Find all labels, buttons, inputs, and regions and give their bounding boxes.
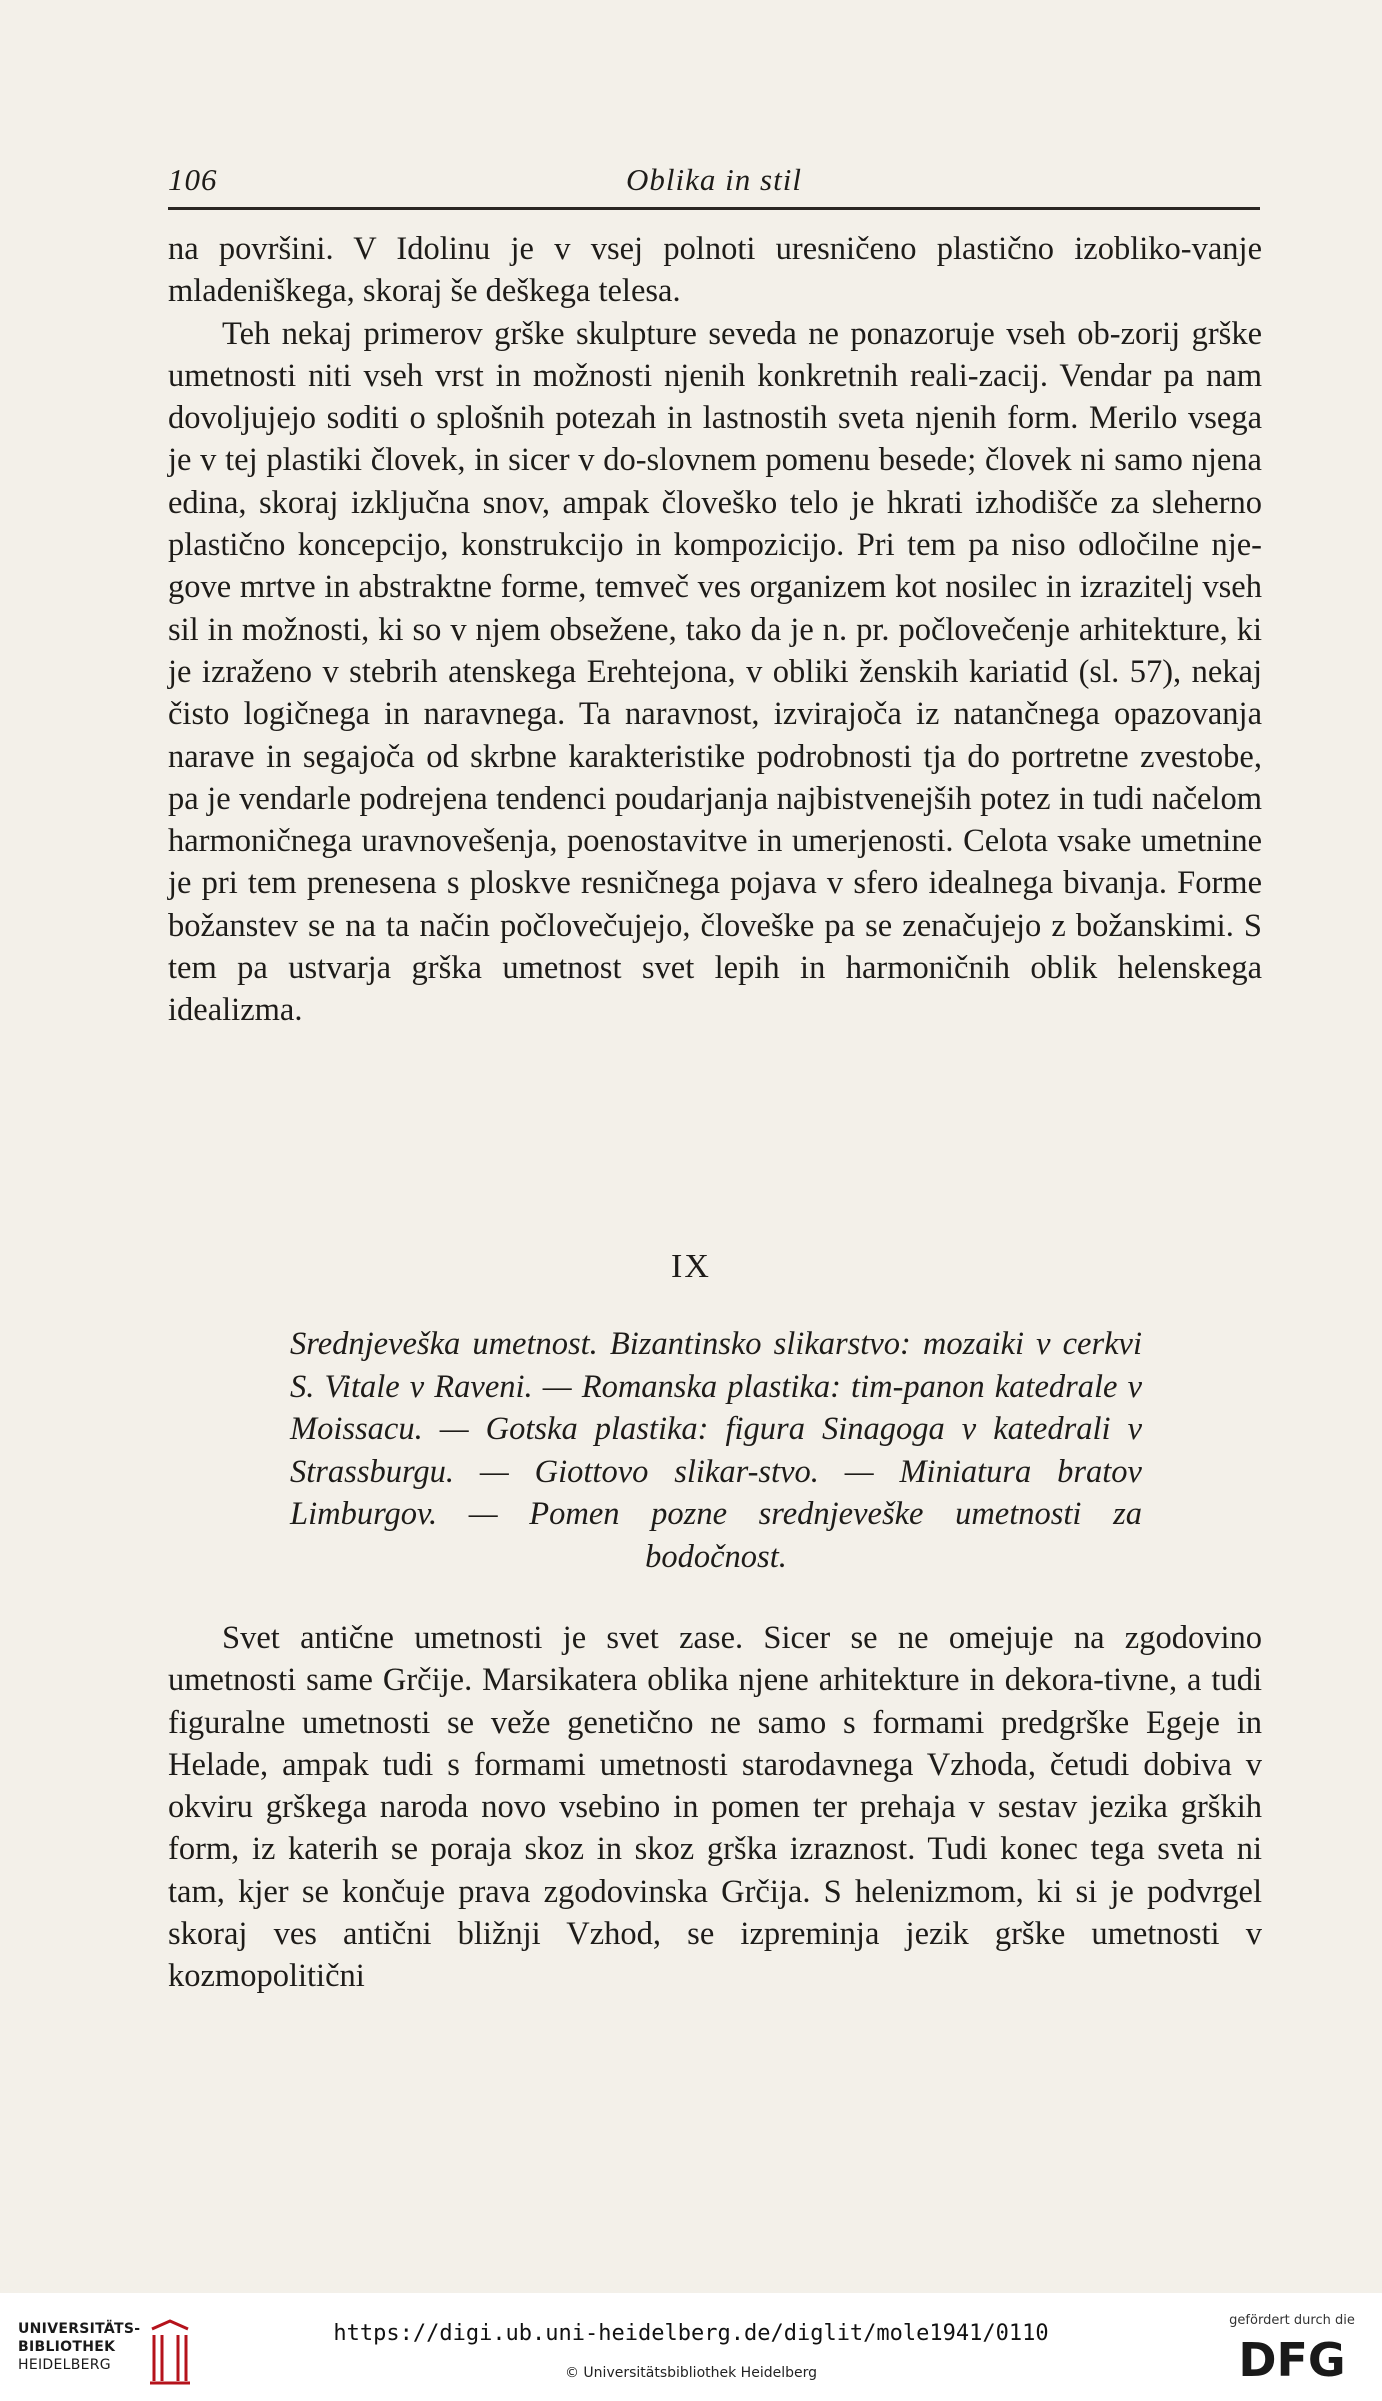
chapter-number: IX [671,1248,711,1285]
library-name-line: HEIDELBERG [18,2357,111,2373]
viewer-footer [0,2293,1382,2401]
funding-caption: gefördert durch die [1229,2313,1355,2328]
paragraph: Svet antične umetnosti je svet zase. Sicer se ne omejuje na zgodovino umetnosti same Grčije. Marsikatera oblika njene arhitekture in dekora-tivne, a tudi figuralne umetnosti se veže genetično ne samo s formami predgrške Egeje in Helade, ampak tudi s formami umetnosti starodavnega Vzhoda, četudi dobiva v okviru grškega naroda novo vsebino in pomen ter prehaja v sestav jezika grških form, iz katerih se poraja skoz in skoz grška izraznost. Tudi konec tega sveta ni tam, kjer se končuje prava zgodovinska Grčija. S helenizmom, ki si je podvrgel skoraj ves antični bližnji Vzhod, se izpreminja jezik grške umetnosti v kozmopolitični [168,1620,1262,1995]
body-text-bottom [168,1617,1262,1998]
svg-text:DFG: DFG [1238,2333,1346,2384]
dfg-wordmark-icon [1222,2332,1362,2384]
copyright-notice: © Universitätsbibliothek Heidelberg [564,2365,817,2381]
dfg-logo[interactable] [1222,2313,1362,2389]
permalink-url[interactable]: https://digi.ub.uni-heidelberg.de/diglit/mole1941/0110 [333,2321,1049,2346]
running-title: Oblika in stil [626,162,802,197]
page-number: 106 [168,162,218,197]
library-name-line: BIBLIOTHEK [18,2339,116,2355]
paragraph: na površini. V Idolinu je v vsej polnoti uresničeno plastično izobliko-vanje mladeniškega, skoraj še deškega telesa. [168,231,1262,310]
body-text-top [168,228,1262,1032]
library-name-line: UNIVERSITÄTS- [18,2321,141,2337]
running-head [168,162,1260,206]
header-rule [168,207,1260,210]
paragraph: Teh nekaj primerov grške skulpture seveda ne ponazoruje vseh ob-zorij grške umetnosti niti vseh vrst in možnosti njenih konkretnih reali-zacij. Vendar pa nam dovoljujejo soditi o splošnih potezah in lastnostih sveta njenih form. Merilo vsega je v tej plastiki človek, in sicer v do-slovnem pomenu besede; človek ni samo njena edina, skoraj izključna snov, ampak človeško telo je hkrati izhodišče za sleherno plastično koncepcijo, konstrukcijo in kompozicijo. Pri tem pa niso odločilne nje-gove mrtve in abstraktne forme, temveč ves organizem kot nosilec in izrazitelj vseh sil in možnosti, ki so v njem obsežene, tako da je n. pr. počlovečenje arhitekture, ki je izraženo v stebrih atenskega Erehtejona, v obliki ženskih kariatid (sl. 57), nekaj čisto logičnega in naravnega. Ta naravnost, izvirajoča iz natančnega opazovanja narave in segajoča od skrbne karakteristike podrobnosti tja do portretne zvestobe, pa je vendarle podrejena tendenci poudarjanja najbistvenejših potez in tudi načelom harmoničnega uravnovešenja, poenostavitve in umerjenosti. Celota vsake umetnine je pri tem prenesena s ploskve resničnega pojava v sfero idealnega bivanja. Forme božanstev se na ta način počlovečujejo, človeške pa se zenačujejo z božanskimi. S tem pa ustvarja grška umetnost svet lepih in harmoničnih oblik helenskega idealizma. [168,315,1262,1029]
chapter-synopsis: Srednjeveška umetnost. Bizantinsko slikarstvo: mozaiki v cerkvi S. Vitale v Raveni. — Romanska plastika: tim-panon katedrale v Moissacu. — Gotska plastika: figura Sinagoga v katedrali v Strassburgu. — Giottovo slikar-stvo. — Miniatura bratov Limburgov. — Pomen pozne srednjeveške umetnosti za bodočnost. [290,1326,1142,1575]
